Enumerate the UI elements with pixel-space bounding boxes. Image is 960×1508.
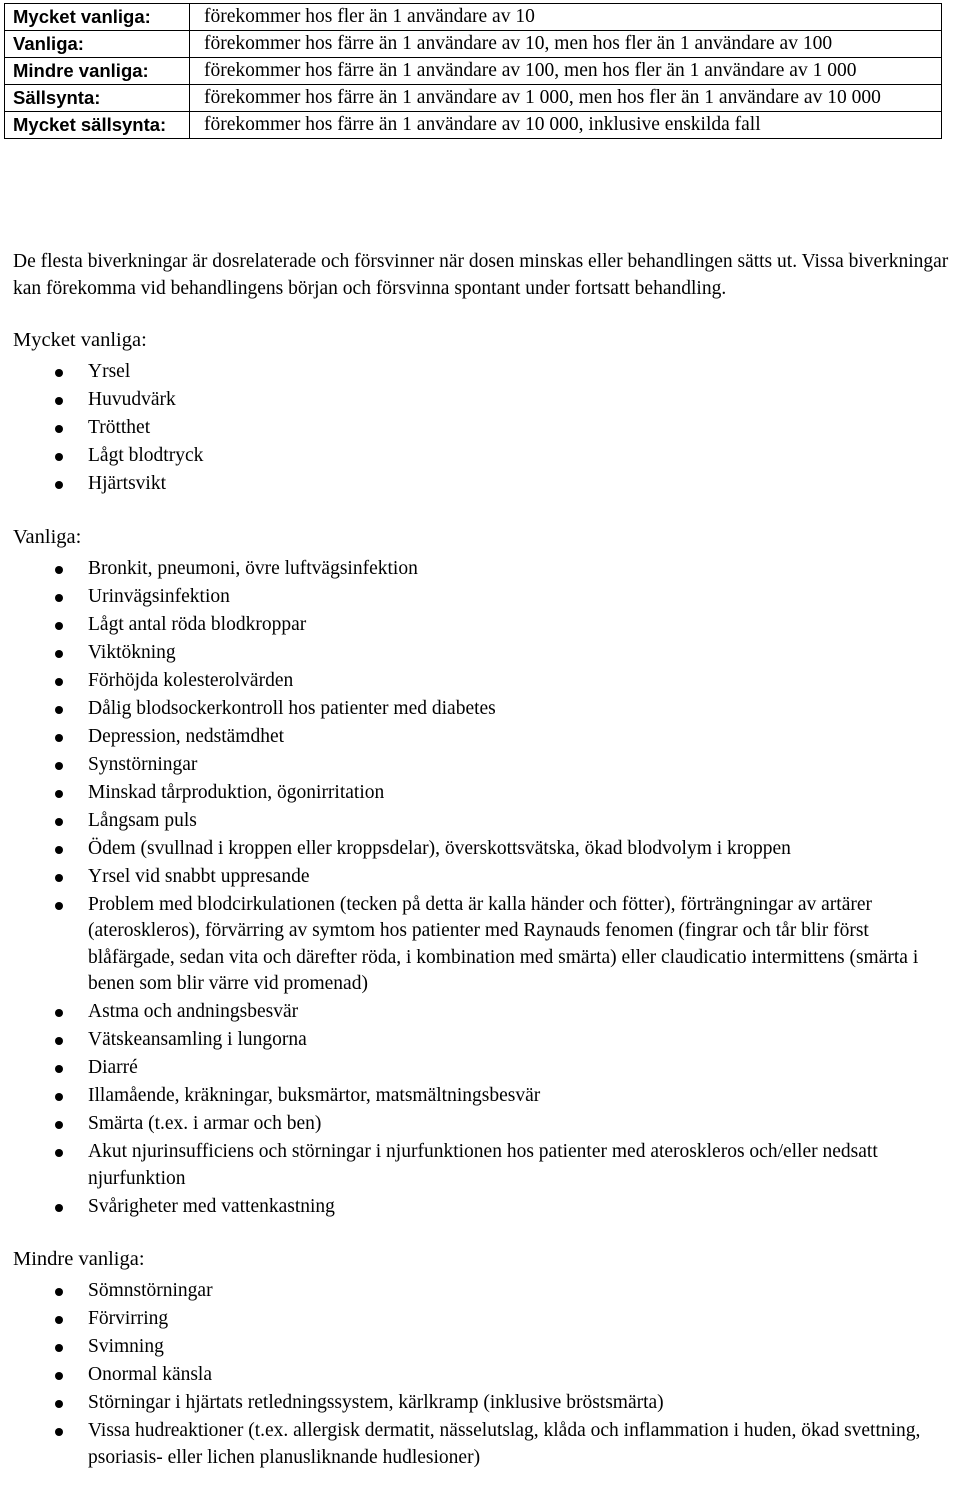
intro-paragraph: De flesta biverkningar är dosrelaterade och försvinner när dosen minskas eller behandlingen sätts ut. Vissa biverkningar kan förekomma vid behandlingens början och försvinna spontant under fortsatt behandling. bbox=[13, 251, 949, 299]
list-item bbox=[13, 724, 958, 751]
list-item bbox=[13, 696, 958, 723]
section-mycket-vanliga bbox=[13, 327, 958, 498]
list-item bbox=[13, 640, 958, 667]
list-item bbox=[13, 1139, 958, 1192]
list-item bbox=[13, 1027, 958, 1054]
section-mindre-vanliga bbox=[13, 1246, 958, 1471]
frequency-term: Mycket sällsynta: bbox=[5, 112, 190, 139]
list-item-text: Ödem (svullnad i kroppen eller kroppsdelar), överskottsvätska, ökad blodvolym i kroppen bbox=[88, 837, 791, 859]
frequency-description: förekommer hos färre än 1 användare av 10, men hos fler än 1 användare av 100 bbox=[190, 31, 942, 58]
list-item bbox=[13, 668, 958, 695]
bullet-icon bbox=[55, 622, 63, 630]
frequency-row bbox=[5, 4, 942, 31]
bullet-icon bbox=[55, 1428, 63, 1436]
list-item bbox=[13, 752, 958, 779]
list-item bbox=[13, 808, 958, 835]
list-item-text: Smärta (t.ex. i armar och ben) bbox=[88, 1113, 322, 1134]
frequency-row bbox=[5, 85, 942, 112]
section-vanliga bbox=[13, 524, 958, 1221]
list-item-text: Diarré bbox=[88, 1057, 138, 1078]
list-item-text: Minskad tårproduktion, ögonirritation bbox=[88, 781, 385, 803]
side-effects-content bbox=[13, 248, 958, 1473]
bullet-icon bbox=[55, 818, 63, 826]
list-item-text: Svårigheter med vattenkastning bbox=[88, 1195, 335, 1217]
list-item bbox=[13, 359, 958, 386]
list-item-text: Dålig blodsockerkontroll hos patienter med diabetes bbox=[88, 697, 496, 719]
bullet-icon bbox=[55, 369, 63, 377]
frequency-description: förekommer hos färre än 1 användare av 100, men hos fler än 1 användare av 1 000 bbox=[190, 58, 942, 85]
list-item bbox=[13, 1362, 958, 1389]
list-item-text: Vissa hudreaktioner (t.ex. allergisk dermatit, nässelutslag, klåda och inflammation i huden, ökad svettning, psoriasis- eller lichen planusliknande hudlesioner) bbox=[88, 1420, 921, 1468]
list-item bbox=[13, 1083, 958, 1110]
list-item-text: Astma och andningsbesvär bbox=[88, 1001, 299, 1022]
list-item bbox=[13, 1111, 958, 1138]
bullet-icon bbox=[55, 425, 63, 433]
list-item-text: Viktökning bbox=[88, 641, 176, 663]
bullet-icon bbox=[55, 678, 63, 686]
list-item-text: Förvirring bbox=[88, 1308, 169, 1329]
bullet-icon bbox=[55, 1149, 63, 1157]
bullet-list bbox=[13, 556, 958, 1221]
bullet-icon bbox=[55, 706, 63, 714]
list-item bbox=[13, 1055, 958, 1082]
bullet-icon bbox=[55, 481, 63, 489]
list-item-text: Depression, nedstämdhet bbox=[88, 725, 285, 747]
section-heading: Vanliga: bbox=[13, 525, 82, 548]
list-item-text: Onormal känsla bbox=[88, 1364, 213, 1385]
bullet-icon bbox=[55, 566, 63, 574]
list-item-text: Förhöjda kolesterolvärden bbox=[88, 669, 294, 691]
frequency-description: förekommer hos fler än 1 användare av 10 bbox=[190, 4, 942, 31]
bullet-icon bbox=[55, 1288, 63, 1296]
list-item bbox=[13, 584, 958, 611]
frequency-table bbox=[4, 3, 942, 139]
list-item-text: Lågt blodtryck bbox=[88, 445, 204, 466]
bullet-icon bbox=[55, 1204, 63, 1212]
list-item-text: Bronkit, pneumoni, övre luftvägsinfektion bbox=[88, 557, 418, 579]
bullet-icon bbox=[55, 846, 63, 854]
bullet-icon bbox=[55, 1372, 63, 1380]
bullet-icon bbox=[55, 874, 63, 882]
list-item bbox=[13, 892, 958, 998]
frequency-description: förekommer hos färre än 1 användare av 10 000, inklusive enskilda fall bbox=[190, 112, 942, 139]
bullet-icon bbox=[55, 1037, 63, 1045]
list-item-text: Sömnstörningar bbox=[88, 1280, 213, 1301]
bullet-icon bbox=[55, 790, 63, 798]
list-item-text: Yrsel bbox=[88, 361, 131, 382]
frequency-term: Mindre vanliga: bbox=[5, 58, 190, 85]
list-item bbox=[13, 780, 958, 807]
bullet-icon bbox=[55, 902, 63, 910]
list-item bbox=[13, 1418, 958, 1471]
bullet-icon bbox=[55, 1093, 63, 1101]
section-heading: Mycket vanliga: bbox=[13, 329, 147, 351]
bullet-icon bbox=[55, 762, 63, 770]
bullet-icon bbox=[55, 594, 63, 602]
list-item-text: Urinvägsinfektion bbox=[88, 585, 230, 607]
list-item-text: Hjärtsvikt bbox=[88, 473, 166, 494]
frequency-row bbox=[5, 58, 942, 85]
list-item-text: Trötthet bbox=[88, 417, 151, 438]
frequency-row bbox=[5, 112, 942, 139]
bullet-icon bbox=[55, 1316, 63, 1324]
bullet-icon bbox=[55, 1065, 63, 1073]
list-item-text: Långsam puls bbox=[88, 809, 197, 831]
bullet-icon bbox=[55, 453, 63, 461]
list-item-text: Lågt antal röda blodkroppar bbox=[88, 613, 307, 635]
list-item bbox=[13, 1278, 958, 1305]
bullet-icon bbox=[55, 1009, 63, 1017]
list-item bbox=[13, 443, 958, 470]
section-heading: Mindre vanliga: bbox=[13, 1248, 145, 1270]
frequency-term: Sällsynta: bbox=[5, 85, 190, 112]
list-item-text: Störningar i hjärtats retledningssystem, kärlkramp (inklusive bröstsmärta) bbox=[88, 1392, 664, 1413]
list-item bbox=[13, 836, 958, 863]
bullet-icon bbox=[55, 1344, 63, 1352]
list-item bbox=[13, 387, 958, 414]
list-item-text: Yrsel vid snabbt uppresande bbox=[88, 865, 310, 887]
list-item bbox=[13, 556, 958, 583]
list-item-text: Vätskeansamling i lungorna bbox=[88, 1029, 307, 1050]
bullet-icon bbox=[55, 397, 63, 405]
list-item-text: Problem med blodcirkulationen (tecken på detta är kalla händer och fötter), förträngningar av artärer (ateroskleros), förvärring av symtom hos patienter med Raynauds fenomen (fingrar och tår blir först blåfärgade, sedan vita och därefter röda, i kombination med smärta) eller claudicatio intermittens (smärta i benen som blir värre vid promenad) bbox=[88, 893, 919, 994]
list-item bbox=[13, 1306, 958, 1333]
list-item bbox=[13, 471, 958, 498]
list-item bbox=[13, 864, 958, 891]
frequency-row bbox=[5, 31, 942, 58]
list-item bbox=[13, 612, 958, 639]
list-item bbox=[13, 999, 958, 1026]
list-item bbox=[13, 1390, 958, 1417]
bullet-icon bbox=[55, 1121, 63, 1129]
list-item-text: Synstörningar bbox=[88, 753, 198, 775]
list-item-text: Huvudvärk bbox=[88, 389, 176, 410]
frequency-description: förekommer hos färre än 1 användare av 1 000, men hos fler än 1 användare av 10 000 bbox=[190, 85, 942, 112]
bullet-icon bbox=[55, 650, 63, 658]
bullet-list bbox=[13, 1278, 958, 1471]
list-item-text: Illamående, kräkningar, buksmärtor, matsmältningsbesvär bbox=[88, 1085, 541, 1106]
list-item bbox=[13, 1334, 958, 1361]
bullet-icon bbox=[55, 734, 63, 742]
list-item-text: Svimning bbox=[88, 1336, 164, 1357]
frequency-term: Vanliga: bbox=[5, 31, 190, 58]
list-item bbox=[13, 415, 958, 442]
bullet-icon bbox=[55, 1400, 63, 1408]
list-item bbox=[13, 1194, 958, 1221]
list-item-text: Akut njurinsufficiens och störningar i njurfunktionen hos patienter med ateroskleros och/eller nedsatt njurfunktion bbox=[88, 1141, 878, 1189]
bullet-list bbox=[13, 359, 958, 498]
frequency-term: Mycket vanliga: bbox=[5, 4, 190, 31]
